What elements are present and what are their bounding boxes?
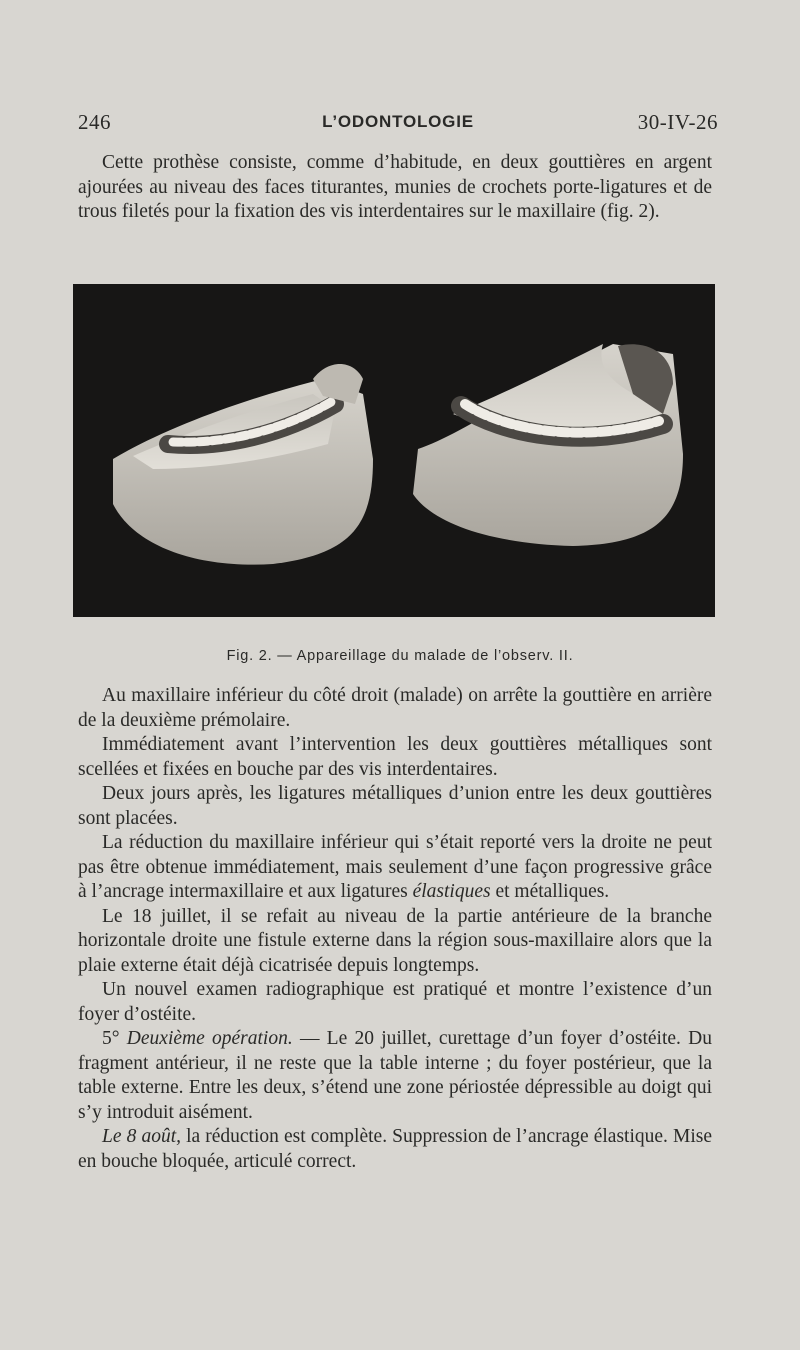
dental-casts-photo <box>73 284 715 617</box>
paragraph-text: — Le 20 juillet, curettage d’un foyer d’ostéite. Du fragment antérieur, il ne reste que la table interne ; du foyer postérieur, que la table externe. Entre les deux, s’étend une zone périostée dépressible au doigt qui s’y introduit aisément. <box>78 1028 712 1123</box>
paragraph <box>78 1125 712 1174</box>
paragraph-text: 5° <box>102 1028 127 1049</box>
paragraph-emphasis: élastiques <box>412 881 491 902</box>
paragraph: Deux jours après, les ligatures métalliques d’union entre les deux gouttières sont placées. <box>78 783 712 829</box>
figure-caption: Fig. 2. — Appareillage du malade de l’observ. II. <box>226 648 574 664</box>
paragraph: Immédiatement avant l’intervention les deux gouttières métalliques sont scellées et fixées en bouche par des vis interdentaires. <box>78 734 712 780</box>
section-heading-emphasis: Deuxième opération. <box>126 1028 293 1049</box>
paragraph-text: la réduction est complète. Suppression de l’ancrage élastique. Mise en bouche bloquée, articulé correct. <box>78 1126 712 1172</box>
issue-date: 30-IV-26 <box>637 110 718 134</box>
paragraph <box>78 1027 712 1125</box>
paragraph-emphasis: Le 8 août, <box>102 1126 181 1147</box>
journal-title: L’ODONTOLOGIE <box>322 112 474 131</box>
page-number: 246 <box>78 110 111 134</box>
paragraph-text: et métalliques. <box>490 881 610 902</box>
paragraph <box>78 831 712 905</box>
paragraph-text: La réduction du maxillaire inférieur qui s’était reporté vers la droite ne peut pas être obtenue immédiatement, mais seulement d’une façon progressive grâce à l’ancrage intermaxillaire et aux ligatures <box>78 832 712 902</box>
intro-paragraph: Cette prothèse consiste, comme d’habitude, en deux gouttières en argent ajourées au niveau des faces titurantes, munies de crochets porte-ligatures et de trous filetés pour la fixation des vis interdentaires sur le maxillaire (fig. 2). <box>78 152 712 222</box>
figure-photograph <box>73 284 715 617</box>
body-text <box>78 684 712 1174</box>
running-head <box>78 110 718 140</box>
paragraph: Au maxillaire inférieur du côté droit (malade) on arrête la gouttière en arrière de la deuxième prémolaire. <box>78 685 712 731</box>
paragraph: Un nouvel examen radiographique est pratiqué et montre l’existence d’un foyer d’ostéite. <box>78 979 712 1025</box>
paragraph: Le 18 juillet, il se refait au niveau de la partie antérieure de la branche horizontale droite une fistule externe dans la région sous-maxillaire alors que la plaie externe était déjà cicatrisée depuis longtemps. <box>78 905 712 976</box>
